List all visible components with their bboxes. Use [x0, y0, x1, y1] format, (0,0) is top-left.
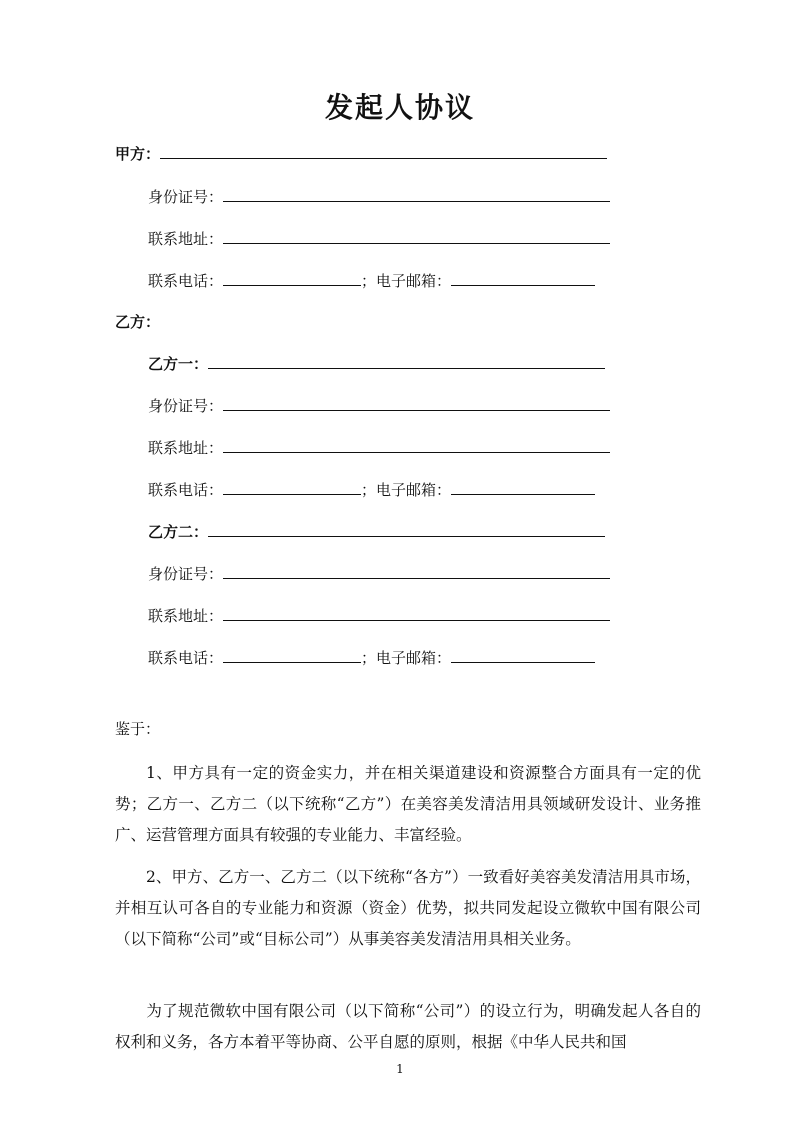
party-a-address-line: [148, 227, 610, 249]
whereas-heading: 鉴于：: [115, 720, 161, 738]
party-a-contact-line: [148, 269, 595, 291]
clause-2: [115, 862, 701, 955]
clause-1: [115, 758, 701, 851]
party-b2-label: 乙方二：: [148, 523, 209, 541]
party-b1-phone-label: 联系电话：: [148, 481, 224, 499]
party-a-id-blank: [223, 185, 610, 202]
clause-1-text: 1、甲方具有一定的资金实力，并在相关渠道建设和资源整合方面具有一定的优势；乙方一、乙方二（以下统称“乙方”）在美容美发清洁用具领域研发设计、业务推广、运营管理方面具有较强的专业能力、丰富经验。: [115, 764, 701, 844]
party-b1-email-blank: [451, 478, 595, 495]
intro-paragraph: [115, 996, 701, 1058]
party-b2-id-line: [148, 562, 610, 584]
party-a-phone-label: 联系电话：: [148, 272, 224, 290]
party-b2-id-blank: [223, 562, 610, 579]
party-b2-name-blank: [208, 520, 605, 537]
party-b1-email-label: ；电子邮箱：: [361, 481, 452, 499]
page-number: 1: [396, 1062, 404, 1076]
party-b1-id-label: 身份证号：: [148, 397, 224, 415]
party-a-address-blank: [223, 227, 610, 244]
party-b2-email-blank: [451, 646, 595, 663]
party-b2-address-label: 联系地址：: [148, 607, 224, 625]
party-b2-phone-blank: [223, 646, 361, 663]
party-a-name-blank: [160, 142, 607, 159]
party-b2-address-line: [148, 604, 610, 626]
party-b2-phone-label: 联系电话：: [148, 649, 224, 667]
party-b2-line: [148, 520, 605, 542]
document-title: 发起人协议: [324, 91, 475, 124]
party-a-address-label: 联系地址：: [148, 230, 224, 248]
party-b1-address-line: [148, 436, 610, 458]
party-b1-name-blank: [208, 352, 605, 369]
party-b1-address-label: 联系地址：: [148, 439, 224, 457]
party-b1-id-line: [148, 394, 610, 416]
party-b2-contact-line: [148, 646, 595, 668]
party-b1-id-blank: [223, 394, 610, 411]
party-a-label: 甲方：: [115, 145, 161, 163]
party-b1-address-blank: [223, 436, 610, 453]
party-b1-phone-blank: [223, 478, 361, 495]
party-b2-address-blank: [223, 604, 610, 621]
intro-text: 为了规范微软中国有限公司（以下简称“公司”）的设立行为，明确发起人各自的权利和义务，各方本着平等协商、公平自愿的原则，根据《中华人民共和国: [115, 1002, 701, 1051]
party-b1-line: [148, 352, 605, 374]
party-b-label: 乙方：: [115, 313, 161, 331]
party-a-email-label: ；电子邮箱：: [361, 272, 452, 290]
party-a-email-blank: [451, 269, 595, 286]
party-b2-id-label: 身份证号：: [148, 565, 224, 583]
party-b1-contact-line: [148, 478, 595, 500]
party-b2-email-label: ；电子邮箱：: [361, 649, 452, 667]
party-a-phone-blank: [223, 269, 361, 286]
party-a-line: [115, 142, 607, 164]
clause-2-text: 2、甲方、乙方一、乙方二（以下统称“各方”）一致看好美容美发清洁用具市场，并相互认可各自的专业能力和资源（资金）优势，拟共同发起设立微软中国有限公司（以下简称“公司”或“目标公司”）从事美容美发清洁用具相关业务。: [115, 868, 701, 948]
party-a-id-line: [148, 185, 610, 207]
party-a-id-label: 身份证号：: [148, 188, 224, 206]
party-b1-label: 乙方一：: [148, 355, 209, 373]
